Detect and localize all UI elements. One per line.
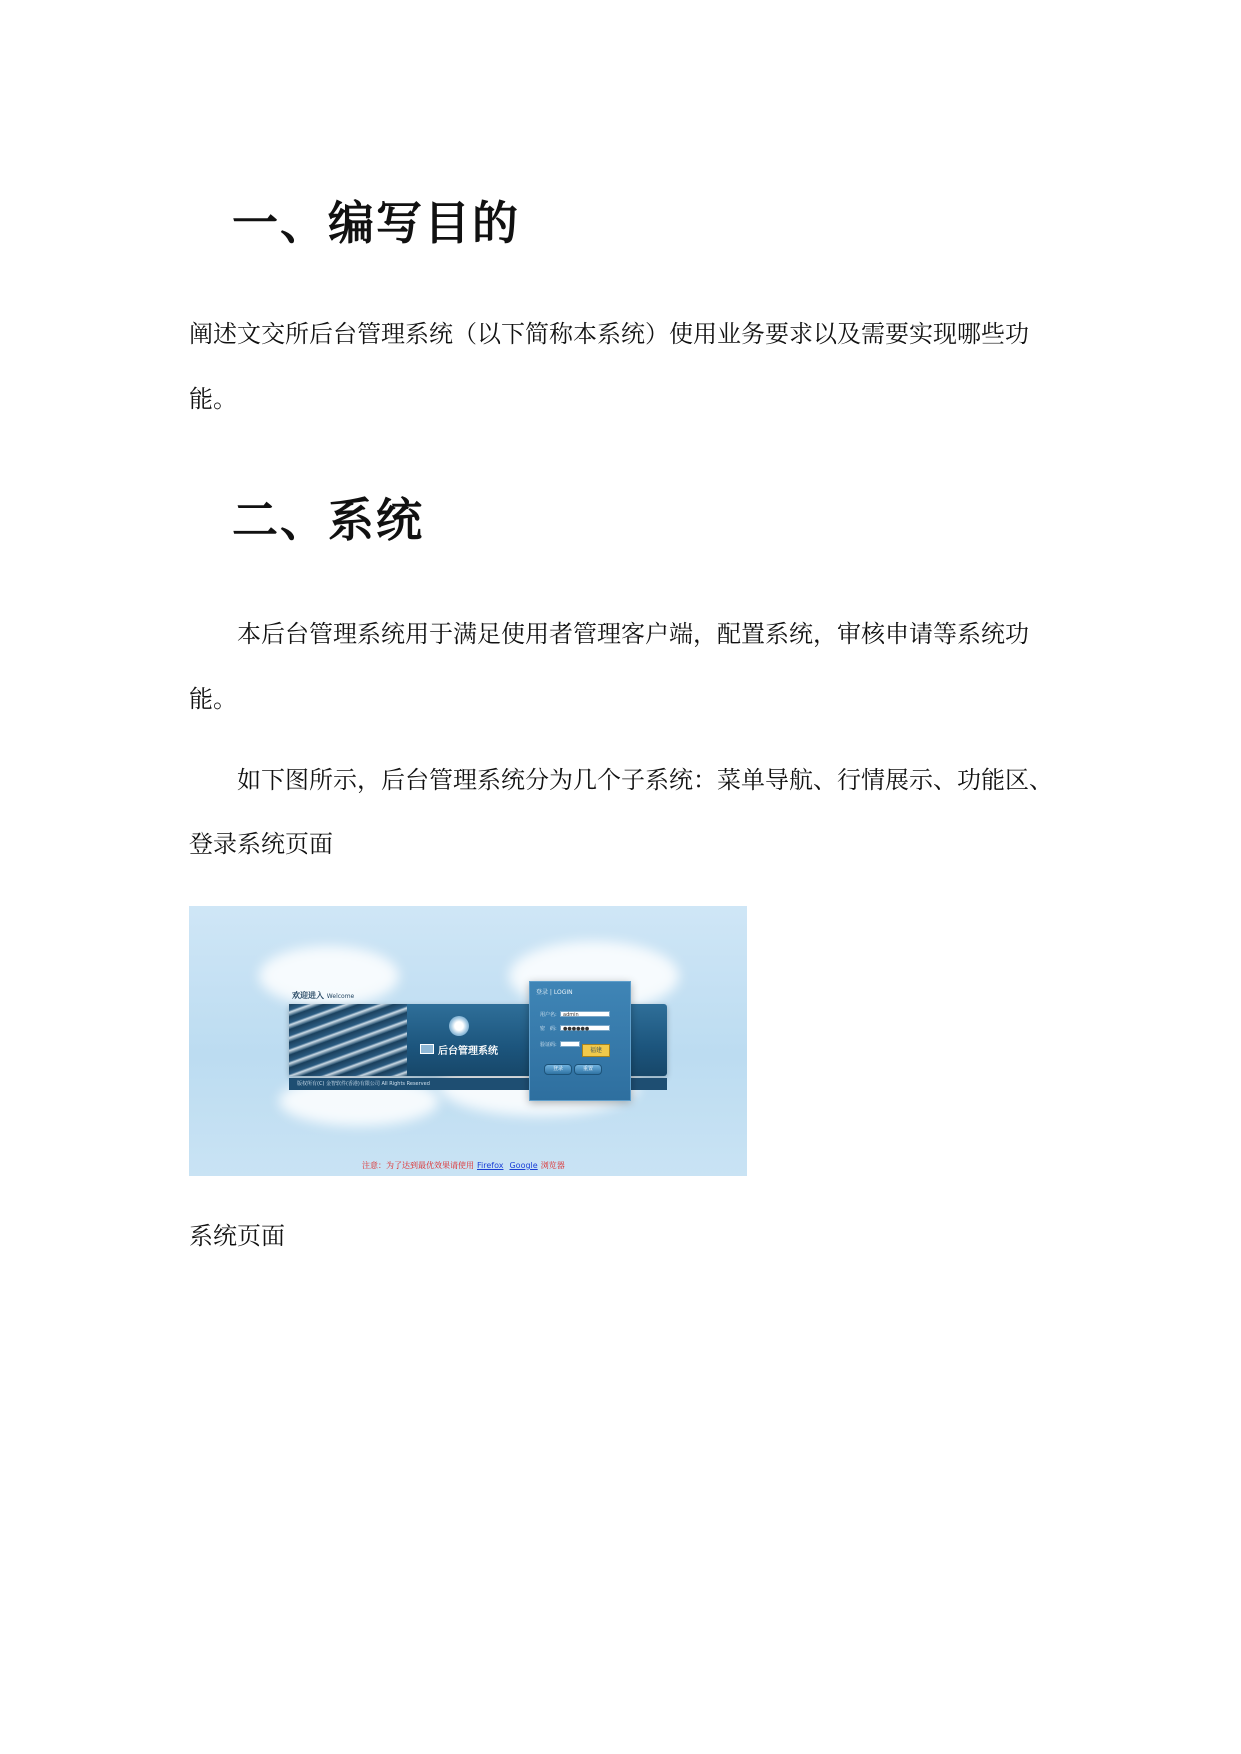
reset-button[interactable]: 重置	[574, 1064, 602, 1075]
login-panel	[529, 981, 631, 1101]
section1-paragraph-line1: 阐述文交所后台管理系统（以下简称本系统）使用业务要求以及需要实现哪些功	[189, 320, 1029, 348]
section2-heading: 二、系统	[232, 493, 424, 547]
monitor-icon	[420, 1044, 434, 1054]
section2-paragraph2-line2: 登录系统页面	[189, 830, 333, 858]
logo-icon	[449, 1016, 469, 1036]
section1-heading: 一、编写目的	[232, 196, 520, 250]
password-field[interactable]: ●●●●●●	[560, 1025, 610, 1031]
browser-notice: 注意：为了达到最优效果请使用 Firefox Google 浏览器	[362, 1161, 565, 1170]
section2-paragraph2-line1: 如下图所示，后台管理系统分为几个子系统：菜单导航、行情展示、功能区、	[237, 766, 1053, 794]
google-link[interactable]: Google	[509, 1161, 538, 1170]
system-page-caption: 系统页面	[189, 1222, 285, 1250]
captcha-label: 验证码:	[540, 1042, 557, 1048]
captcha-field[interactable]	[560, 1041, 580, 1047]
section2-paragraph1-line1: 本后台管理系统用于满足使用者管理客户端，配置系统，审核申请等系统功	[237, 620, 1029, 648]
captcha-image[interactable]: 福建	[582, 1044, 610, 1057]
section2-paragraph1-line2: 能。	[189, 685, 237, 713]
login-page-screenshot	[189, 906, 747, 1176]
welcome-text: 欢迎进入 Welcome	[292, 991, 355, 1000]
system-name: 后台管理系统	[438, 1046, 498, 1057]
books-image	[289, 1004, 407, 1076]
username-field[interactable]: admin	[560, 1011, 610, 1017]
section1-paragraph-line2: 能。	[189, 385, 237, 413]
firefox-link[interactable]: Firefox	[477, 1161, 504, 1170]
copyright-text: 版权所有(C) 金智软件(香港)有限公司 All Rights Reserved	[289, 1078, 667, 1090]
login-button[interactable]: 登录	[544, 1064, 572, 1075]
login-title: 登录 | LOGIN	[536, 989, 573, 996]
password-label: 密 码:	[540, 1026, 557, 1032]
username-label: 用户名:	[540, 1012, 557, 1018]
